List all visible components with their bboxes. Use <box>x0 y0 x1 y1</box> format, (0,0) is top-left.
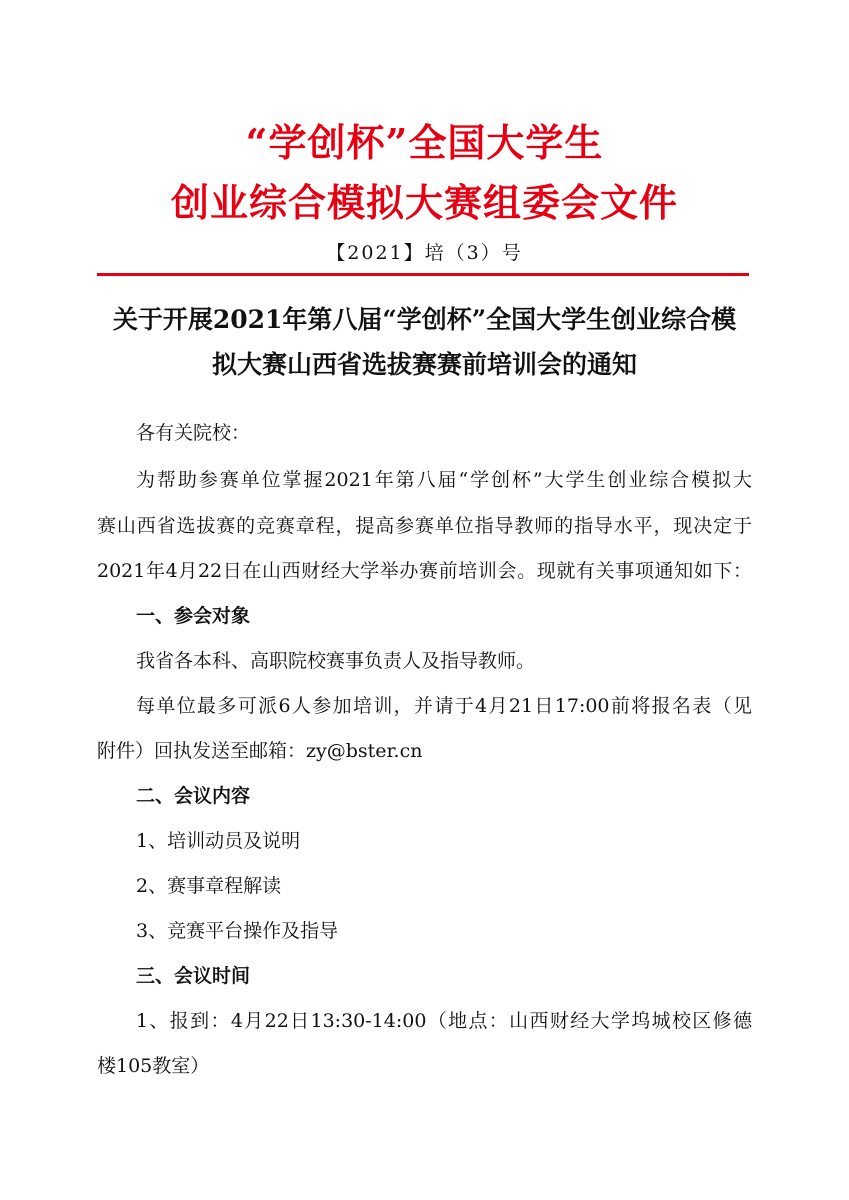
content-item-1: 1、培训动员及说明 <box>136 830 301 852</box>
content-item-3: 3、竞赛平台操作及指导 <box>136 920 339 942</box>
time-item-1-line-1: 1、报到：4月22日13:30-14:00（地点：山西财经大学坞城校区修德 <box>136 1010 752 1032</box>
header-title-line1: “学创杯”全国大学生 <box>245 120 604 165</box>
registration-line-2: 附件）回执发送至邮箱：zy@bster.cn <box>97 740 423 762</box>
intro-line-2: 赛山西省选拔赛的竞赛章程，提高参赛单位指导教师的指导水平，现决定于 <box>97 515 752 537</box>
intro-line-3: 2021年4月22日在山西财经大学举办赛前培训会。现就有关事项通知如下： <box>97 560 752 582</box>
notice-title-line1: 关于开展2021年第八届“学创杯”全国大学生创业综合模 <box>112 305 737 334</box>
section-heading-attendees: 一、参会对象 <box>136 605 251 627</box>
notice-title-line2: 拟大赛山西省选拔赛赛前培训会的通知 <box>211 350 637 379</box>
content-item-2: 2、赛事章程解读 <box>136 875 282 897</box>
section-heading-content: 二、会议内容 <box>136 785 251 807</box>
time-item-1-line-2: 楼105教室） <box>97 1055 210 1077</box>
section-heading-time: 三、会议时间 <box>136 965 251 987</box>
red-divider-line <box>97 273 749 276</box>
registration-line-1: 每单位最多可派6人参加培训，并请于4月21日17:00前将报名表（见 <box>136 695 752 717</box>
attendees-paragraph: 我省各本科、高职院校赛事负责人及指导教师。 <box>136 650 536 672</box>
header-title-line2: 创业综合模拟大赛组委会文件 <box>170 180 678 225</box>
intro-line-1: 为帮助参赛单位掌握2021年第八届“学创杯”大学生创业综合模拟大 <box>136 469 752 491</box>
document-number: 【2021】培（3）号 <box>326 242 523 264</box>
salutation: 各有关院校： <box>136 422 251 444</box>
